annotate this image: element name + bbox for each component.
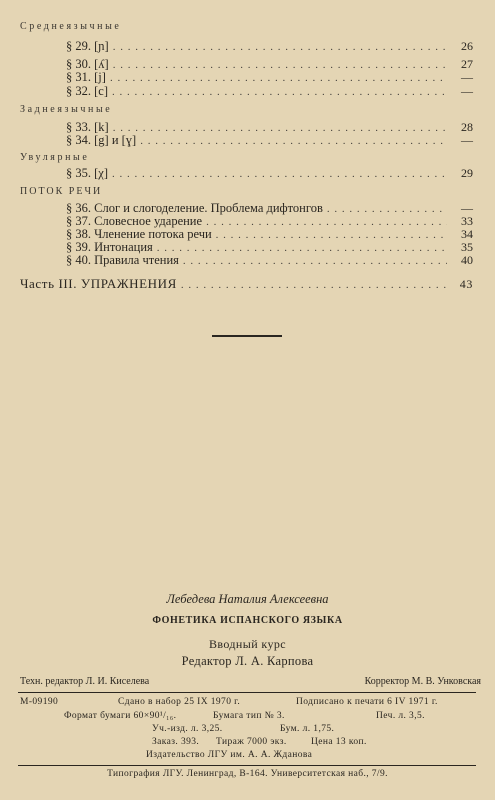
dot-leader [113,41,447,53]
toc-entry-title: § 29. [ɲ] [66,39,109,53]
toc-entry-title: § 34. [g] и [ɣ] [66,133,137,147]
dot-leader [181,279,447,291]
toc-entry-title: § 36. Слог и слогоделение. Проблема дифтонгов [66,201,323,215]
toc-entry-title: § 39. Интонация [66,240,153,254]
dot-leader [110,72,447,84]
toc-page-number: 27 [461,57,473,71]
dot-leader [140,135,447,147]
toc-entry-title: Часть III. УПРАЖНЕНИЯ [20,276,177,291]
toc-entry-34 [66,133,473,148]
toc-entry-title: § 32. [c] [66,84,108,98]
dot-leader [112,86,447,98]
toc-entry-31 [66,70,473,85]
toc-entry-32 [66,84,473,99]
printed-sheets: Печ. л. 3,5. [376,711,425,721]
section-heading-uvular: Увулярные [20,152,90,163]
printer-line: Типография ЛГУ. Ленинград, В-164. Университетская наб., 7/9. [107,769,388,779]
imprint-rule-top [18,692,476,693]
section-heading-velar: Заднеязычные [20,104,113,115]
section-divider [212,335,282,337]
signed-date: Подписано к печати 6 IV 1971 г. [296,697,438,707]
book-title: ФОНЕТИКА ИСПАНСКОГО ЯЗЫКА [152,615,343,626]
toc-page-number: 28 [461,120,473,134]
paper-format: Формат бумаги 60×90¹/₁₆. [64,711,177,721]
toc-page-number: 35 [461,240,473,254]
toc-entry-title: § 38. Членение потока речи [66,227,212,241]
toc-entry-part-3 [20,276,473,291]
toc-page-number: — [461,84,473,98]
toc-page-number: — [461,201,473,215]
order-number: Заказ. 393. [152,737,200,747]
book-subtitle: Вводный курс [208,637,287,651]
toc-page-number: 29 [461,166,473,180]
author-name: Лебедева Наталия Алексеевна [166,592,329,606]
toc-page-number: 34 [461,227,473,241]
toc-entry-40 [66,253,473,268]
paper-sheets: Бум. л. 1,75. [280,724,335,734]
tech-editor-line: Техн. редактор Л. И. Киселева [20,676,150,687]
imprint-rule-bottom [18,765,476,766]
toc-page-number: 33 [461,214,473,228]
toc-entry-title: § 30. [ʎ] [66,57,109,71]
publisher-sheets: Уч.-изд. л. 3,25. [152,724,223,734]
price: Цена 13 коп. [311,737,367,747]
publication-code: М-09190 [20,697,59,707]
toc-entry-title: § 31. [j] [66,70,106,84]
toc-entry-title: § 35. [χ] [66,166,108,180]
toc-entry-35 [66,166,473,181]
toc-entry-title: § 40. Правила чтения [66,253,179,267]
typeset-date: Сдано в набор 25 IX 1970 г. [118,697,241,707]
paper-type: Бумага тип № 3. [213,711,285,721]
section-heading-palatal: Среднеязычные [20,21,122,32]
toc-entry-title: § 37. Словесное ударение [66,214,203,228]
dot-leader [112,168,447,180]
toc-entry-title: § 33. [k] [66,120,109,134]
corrector-line: Корректор М. В. Унковская [364,676,481,687]
toc-page-number: 43 [459,277,473,291]
editor-line: Редактор Л. А. Карпова [181,654,314,668]
print-run: Тираж 7000 экз. [216,737,287,747]
toc-page-number: 26 [461,39,473,53]
publisher-line: Издательство ЛГУ им. А. А. Жданова [146,750,313,760]
toc-page-number: — [461,70,473,84]
section-heading-speech-flow: ПОТОК РЕЧИ [20,186,103,197]
dot-leader [183,255,447,267]
toc-page-number: 40 [461,253,473,267]
toc-entry-29 [66,39,473,54]
toc-page-number: — [461,133,473,147]
